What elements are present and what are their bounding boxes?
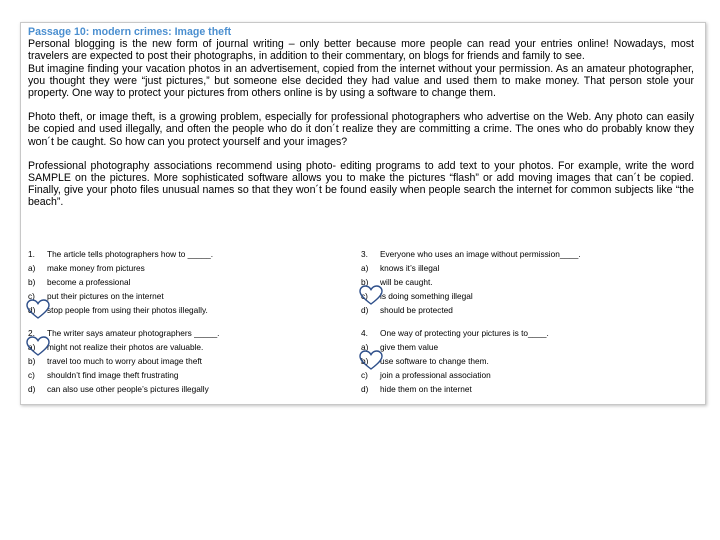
q1-option-d[interactable]: d) stop people from using their photos illegally. [28, 303, 348, 317]
question-2: 2. The writer says amateur photographers _____. a) might not realize their photos are valuable. b) travel too much to worry about image theft c) shouldn’t find image theft frustrating d) can also use other people’s pictures illegally [28, 326, 348, 396]
q4-option-d[interactable]: d) hide them on the internet [361, 384, 472, 394]
question-1-text: The article tells photographers how to _____. [47, 249, 214, 259]
q4-option-b[interactable]: b) use software to change them. [361, 354, 691, 368]
q3-option-a[interactable]: a) knows it’s illegal [361, 263, 440, 273]
q1-option-a[interactable]: a) make money from pictures [28, 263, 145, 273]
questions-right-column [361, 247, 691, 396]
worksheet-frame [20, 22, 706, 405]
q1-option-b[interactable]: b) become a professional [28, 277, 131, 287]
passage-paragraph-2: But imagine finding your vacation photos in an advertisement, copied from the internet without your permission. As an amateur photographer, you thought they were “just pictures,” but someone else decided they had value and used them to make money. That person stole your property. One way to protect your pictures from others online is by using a software to change them. [28, 62, 694, 100]
question-4-text: One way of protecting your pictures is to____. [380, 328, 549, 338]
q2-option-a[interactable]: a) might not realize their photos are valuable. [28, 340, 348, 354]
passage [28, 26, 694, 209]
q4-option-c[interactable]: c) join a professional association [361, 370, 491, 380]
q2-option-c[interactable]: c) shouldn’t find image theft frustrating [28, 370, 179, 380]
passage-paragraph-3: Photo theft, or image theft, is a growing problem, especially for professional photographers who advertise on the Web. Any photo can easily be copied and used illegally, and often the people who do it don´t realize they are committing a crime. The ones who do probably know they won´t be caught. So how can you protect yourself and your images? [28, 111, 694, 148]
q2-option-b[interactable]: b) travel too much to worry about image theft [28, 356, 202, 366]
q1-option-c[interactable]: c) put their pictures on the internet [28, 291, 164, 301]
question-2-text: The writer says amateur photographers _____. [47, 328, 220, 338]
passage-paragraph-4: Professional photography associations recommend using photo- editing programs to add text to your photos. For example, write the word SAMPLE on the pictures. More sophisticated software allows you to make the pictures “flash” or add moving images that can´t be copied. Finally, give your photo files unusual names so that they won´t be found easily when people search the internet for common subjects like “the beach”. [28, 159, 694, 209]
q3-option-c[interactable]: c) is doing something illegal [361, 289, 691, 303]
questions-left-column [28, 247, 348, 396]
q4-option-a[interactable]: a) give them value [361, 342, 439, 352]
question-3-text: Everyone who uses an image without permission____. [380, 249, 581, 259]
q3-option-d[interactable]: d) should be protected [361, 305, 453, 315]
passage-paragraph-1: Personal blogging is the new form of journal writing – only better because more people can read your entries online! Nowadays, most travelers are expected to post their photographs, in addition to their commentary, on blogs for friends and family to see. [28, 38, 694, 63]
question-3: 3. Everyone who uses an image without permission____. a) knows it’s illegal b) will be caught. c) is doing something illegal d) should be protected [361, 247, 691, 317]
q2-option-d[interactable]: d) can also use other people’s pictures illegally [28, 384, 209, 394]
heart-icon [26, 299, 50, 320]
q3-option-b[interactable]: b) will be caught. [361, 277, 433, 287]
question-1: 1. The article tells photographers how to _____. a) make money from pictures b) become a professional c) put their pictures on the internet d) stop people from using their photos illegally. [28, 247, 348, 317]
question-4: 4. One way of protecting your pictures is to____. a) give them value b) use software to change them. c) join a professional association d) hide them on the internet [361, 326, 691, 396]
passage-title: Passage 10: modern crimes: Image theft [28, 26, 232, 38]
